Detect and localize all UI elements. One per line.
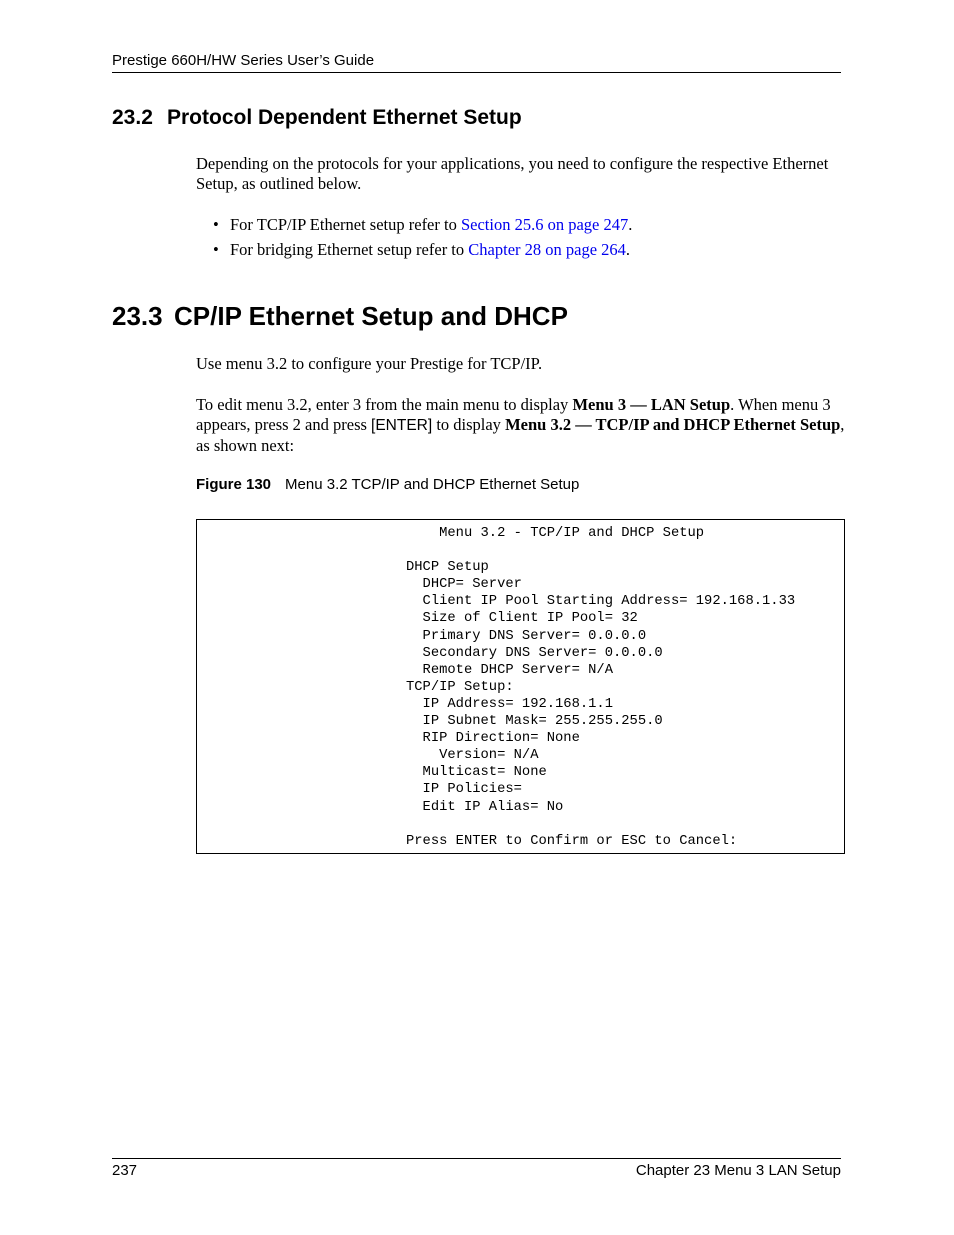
paragraph-menu-intro: Use menu 3.2 to configure your Prestige for TCP/IP. [196,354,543,373]
text-run: To edit menu 3.2, enter 3 from the main menu to display [196,395,573,414]
terminal-line: IP Address= 192.168.1.1 [406,696,613,712]
text-run: , as shown next: [196,415,845,455]
section-link[interactable]: Section 25.6 on page 247 [460,215,629,234]
terminal-line: IP Subnet Mask= 255.255.255.0 [406,714,663,730]
figure-title: Menu 3.2 TCP/IP and DHCP Ethernet Setup [285,476,580,493]
terminal-line: Size of Client IP Pool= 32 [406,611,638,627]
terminal-line: Edit IP Alias= No [406,799,564,815]
paragraph-edit-menu [196,395,846,456]
terminal-line: DHCP= Server [406,577,522,593]
bullet-item-bridging [213,240,630,260]
terminal-line: Remote DHCP Server= N/A [406,662,613,678]
bullet-dot: • [213,240,219,259]
bullet-end: . [625,240,631,259]
terminal-line: TCP/IP Setup: [406,679,514,695]
terminal-line: Client IP Pool Starting Address= 192.168.1.33 [406,594,796,610]
running-header [112,51,841,73]
terminal-line: Menu 3.2 - TCP/IP and DHCP Setup [406,526,705,541]
terminal-line: Press ENTER to Confirm or ESC to Cancel: [406,833,738,849]
text-run: . When menu 3 appears, press 2 and press [196,395,831,434]
section-number: 23.3 [112,301,163,331]
bullet-dot: • [213,215,219,234]
guide-title: Prestige 660H/HW Series User’s Guide [112,52,375,69]
footer-chapter: Chapter 23 Menu 3 LAN Setup [635,1162,841,1179]
figure-caption [196,476,579,493]
section-number: 23.2 [112,106,153,129]
bold-menu-name: Menu 3 — LAN Setup [572,395,731,414]
page-footer [112,1158,841,1181]
bullet-end: . [628,215,633,234]
terminal-line: Secondary DNS Server= 0.0.0.0 [406,645,663,661]
terminal-line: Multicast= None [406,765,547,781]
terminal-line: RIP Direction= None [406,731,580,747]
chapter-link[interactable]: Chapter 28 on page 264 [468,240,626,259]
key-name: [ENTER] [371,417,433,434]
section-heading-23-2 [112,106,522,130]
terminal-line: IP Policies= [406,782,522,798]
terminal-line: Primary DNS Server= 0.0.0.0 [406,628,647,644]
section-heading-23-3 [112,301,568,332]
figure-label: Figure 130 [196,476,272,493]
terminal-line: Version= N/A [406,748,539,764]
text-run: to display [432,415,506,434]
terminal-screen [196,519,845,854]
bullet-text: For TCP/IP Ethernet setup refer to [230,215,461,234]
intro-paragraph: Depending on the protocols for your applications, you need to configure the respective Ethernet Setup, as outlined below. [196,154,829,193]
terminal-text [406,525,795,850]
terminal-line: DHCP Setup [406,560,489,576]
bullet-text: For bridging Ethernet setup refer to [230,240,469,259]
bold-menu-name: Menu 3.2 — TCP/IP and DHCP Ethernet Setup [505,415,841,434]
section-title: Protocol Dependent Ethernet Setup [167,106,522,129]
page-number: 237 [112,1162,138,1179]
bullet-item-tcpip [213,215,632,235]
section-title: CP/IP Ethernet Setup and DHCP [174,301,568,331]
